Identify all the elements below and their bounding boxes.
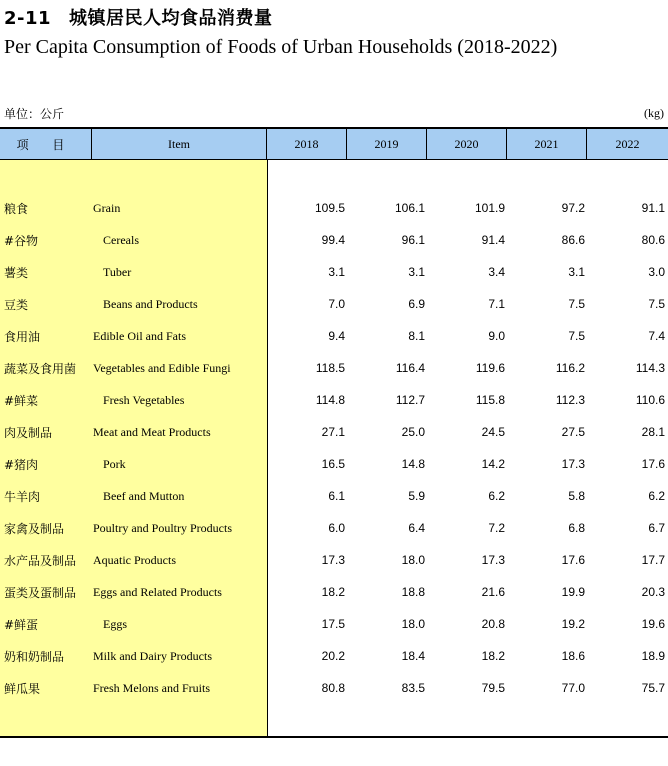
table-title-cn xyxy=(4,4,273,30)
value-cell-2018: 20.2 xyxy=(321,649,345,663)
value-cell-2019: 6.4 xyxy=(408,521,425,535)
value-cell-2018: 17.3 xyxy=(321,553,345,567)
value-cell-2022: 6.2 xyxy=(648,489,665,503)
row-label-cn: #鲜菜 xyxy=(4,394,39,408)
value-cell-2019: 18.4 xyxy=(401,649,425,663)
value-cell-2021: 19.9 xyxy=(561,585,585,599)
value-cell-2021: 17.6 xyxy=(561,553,585,567)
value-cell-2018: 16.5 xyxy=(321,457,345,471)
table-title-en: Per Capita Consumption of Foods of Urban Households (2018-2022) xyxy=(4,36,558,58)
value-cell-2021: 17.3 xyxy=(561,457,585,471)
value-cell-2020: 101.9 xyxy=(474,201,505,215)
value-cell-2021: 97.2 xyxy=(561,201,585,215)
value-cell-2020: 14.2 xyxy=(481,457,505,471)
unit-label-cn: 单位：公斤 xyxy=(4,107,65,121)
table-row xyxy=(0,678,668,698)
value-cell-2020: 17.3 xyxy=(481,553,505,567)
value-cell-2019: 116.4 xyxy=(395,361,425,375)
value-cell-2022: 91.1 xyxy=(641,201,665,215)
row-label-en: Beans and Products xyxy=(103,297,198,311)
value-cell-2018: 114.8 xyxy=(315,393,345,407)
row-label-en: Aquatic Products xyxy=(93,553,176,567)
value-cell-2021: 3.1 xyxy=(568,265,585,279)
value-cell-2020: 20.8 xyxy=(481,617,505,631)
value-cell-2020: 18.2 xyxy=(481,649,505,663)
table-row xyxy=(0,550,668,570)
value-cell-2022: 80.6 xyxy=(641,233,665,247)
row-label-cn: #鲜蛋 xyxy=(4,618,39,632)
value-cell-2022: 19.6 xyxy=(641,617,665,631)
value-cell-2019: 106.1 xyxy=(394,201,425,215)
table-row xyxy=(0,454,668,474)
row-label-cn: #谷物 xyxy=(4,234,39,248)
value-cell-2020: 115.8 xyxy=(475,393,505,407)
table-row xyxy=(0,358,668,378)
table-row xyxy=(0,582,668,602)
value-cell-2021: 7.5 xyxy=(568,329,585,343)
value-cell-2018: 7.0 xyxy=(328,297,345,311)
title-cn-text: 城镇居民人均食品消费量 xyxy=(69,8,273,29)
value-cell-2018: 9.4 xyxy=(328,329,345,343)
value-cell-2018: 99.4 xyxy=(321,233,345,247)
value-cell-2018: 6.1 xyxy=(328,489,345,503)
value-cell-2018: 118.5 xyxy=(315,361,345,375)
row-label-en: Vegetables and Edible Fungi xyxy=(93,361,231,375)
value-cell-2020: 6.2 xyxy=(488,489,505,503)
table-row xyxy=(0,390,668,410)
value-cell-2022: 75.7 xyxy=(641,681,665,695)
table-header xyxy=(0,129,668,160)
value-cell-2018: 109.5 xyxy=(314,201,345,215)
row-label-en: Grain xyxy=(93,201,121,215)
value-cell-2021: 19.2 xyxy=(561,617,585,631)
value-cell-2019: 6.9 xyxy=(408,297,425,311)
header-year-2018: 2018 xyxy=(267,129,347,159)
row-label-cn: 牛羊肉 xyxy=(4,490,41,504)
table-row xyxy=(0,294,668,314)
value-cell-2019: 83.5 xyxy=(401,681,425,695)
row-label-en: Poultry and Poultry Products xyxy=(93,521,233,535)
value-cell-2021: 18.6 xyxy=(561,649,585,663)
row-label-en: Fresh Vegetables xyxy=(103,393,185,407)
value-cell-2019: 25.0 xyxy=(401,425,425,439)
value-cell-2022: 18.9 xyxy=(641,649,665,663)
row-label-cn: 薯类 xyxy=(4,266,29,280)
value-cell-2020: 21.6 xyxy=(481,585,505,599)
value-cell-2022: 20.3 xyxy=(641,585,665,599)
row-label-cn: 豆类 xyxy=(4,298,29,312)
value-cell-2022: 28.1 xyxy=(641,425,665,439)
row-label-en: Milk and Dairy Products xyxy=(93,649,212,663)
row-label-en: Meat and Meat Products xyxy=(93,425,211,439)
header-item-en: Item xyxy=(92,129,267,159)
row-label-cn: 蔬菜及食用菌 xyxy=(4,362,77,376)
table-row xyxy=(0,518,668,538)
row-label-cn: 奶和奶制品 xyxy=(4,650,65,664)
value-cell-2019: 14.8 xyxy=(401,457,425,471)
row-label-cn: 水产品及制品 xyxy=(4,554,77,568)
consumption-table xyxy=(0,127,668,738)
value-cell-2022: 3.0 xyxy=(648,265,665,279)
row-label-cn: #猪肉 xyxy=(4,458,39,472)
value-cell-2021: 27.5 xyxy=(561,425,585,439)
header-year-2019: 2019 xyxy=(347,129,427,159)
value-cell-2020: 7.2 xyxy=(488,521,505,535)
value-cell-2018: 80.8 xyxy=(321,681,345,695)
value-cell-2022: 7.4 xyxy=(648,329,665,343)
value-cell-2019: 96.1 xyxy=(401,233,425,247)
row-label-en: Tuber xyxy=(103,265,132,279)
value-cell-2021: 6.8 xyxy=(568,521,585,535)
table-row xyxy=(0,230,668,250)
value-cell-2021: 5.8 xyxy=(568,489,585,503)
value-cell-2022: 6.7 xyxy=(648,521,665,535)
row-label-en: Eggs and Related Products xyxy=(93,585,222,599)
value-cell-2018: 17.5 xyxy=(321,617,345,631)
row-label-en: Fresh Melons and Fruits xyxy=(93,681,210,695)
value-cell-2020: 3.4 xyxy=(488,265,505,279)
row-label-cn: 肉及制品 xyxy=(4,426,53,440)
table-row xyxy=(0,326,668,346)
table-row xyxy=(0,646,668,666)
header-year-2020: 2020 xyxy=(427,129,507,159)
value-cell-2020: 119.6 xyxy=(475,361,505,375)
value-cell-2022: 17.6 xyxy=(641,457,665,471)
value-cell-2021: 116.2 xyxy=(555,361,585,375)
table-row xyxy=(0,198,668,218)
table-row xyxy=(0,614,668,634)
header-item-cn: 项 目 xyxy=(0,129,92,159)
row-label-en: Beef and Mutton xyxy=(103,489,185,503)
row-label-cn: 蛋类及蛋制品 xyxy=(4,586,77,600)
value-cell-2019: 18.8 xyxy=(401,585,425,599)
value-cell-2021: 86.6 xyxy=(561,233,585,247)
row-label-cn: 家禽及制品 xyxy=(4,522,65,536)
value-cell-2022: 110.6 xyxy=(635,393,665,407)
row-label-en: Cereals xyxy=(103,233,139,247)
header-year-2021: 2021 xyxy=(507,129,587,159)
row-label-cn: 鲜瓜果 xyxy=(4,682,41,696)
value-cell-2019: 18.0 xyxy=(401,617,425,631)
value-cell-2020: 91.4 xyxy=(481,233,505,247)
value-cell-2020: 9.0 xyxy=(488,329,505,343)
unit-label-en: (kg) xyxy=(644,106,664,120)
table-row xyxy=(0,486,668,506)
value-cell-2018: 18.2 xyxy=(321,585,345,599)
value-cell-2018: 27.1 xyxy=(321,425,345,439)
value-cell-2020: 79.5 xyxy=(481,681,505,695)
value-cell-2019: 18.0 xyxy=(401,553,425,567)
table-row xyxy=(0,262,668,282)
value-cell-2019: 8.1 xyxy=(408,329,425,343)
value-cell-2018: 3.1 xyxy=(328,265,345,279)
value-cell-2020: 24.5 xyxy=(481,425,505,439)
value-cell-2019: 3.1 xyxy=(408,265,425,279)
header-year-2022: 2022 xyxy=(615,136,640,151)
table-row xyxy=(0,422,668,442)
value-cell-2021: 112.3 xyxy=(555,393,585,407)
row-label-cn: 食用油 xyxy=(4,330,41,344)
row-label-cn: 粮食 xyxy=(4,202,29,216)
value-cell-2022: 7.5 xyxy=(648,297,665,311)
value-cell-2019: 112.7 xyxy=(395,393,425,407)
value-cell-2018: 6.0 xyxy=(328,521,345,535)
table-number: 2-11 xyxy=(4,8,52,29)
value-cell-2021: 77.0 xyxy=(561,681,585,695)
value-cell-2021: 7.5 xyxy=(568,297,585,311)
row-label-en: Eggs xyxy=(103,617,127,631)
value-cell-2022: 114.3 xyxy=(635,361,665,375)
value-cell-2019: 5.9 xyxy=(408,489,425,503)
row-label-en: Pork xyxy=(103,457,126,471)
row-label-en: Edible Oil and Fats xyxy=(93,329,186,343)
value-cell-2020: 7.1 xyxy=(488,297,505,311)
value-cell-2022: 17.7 xyxy=(641,553,665,567)
